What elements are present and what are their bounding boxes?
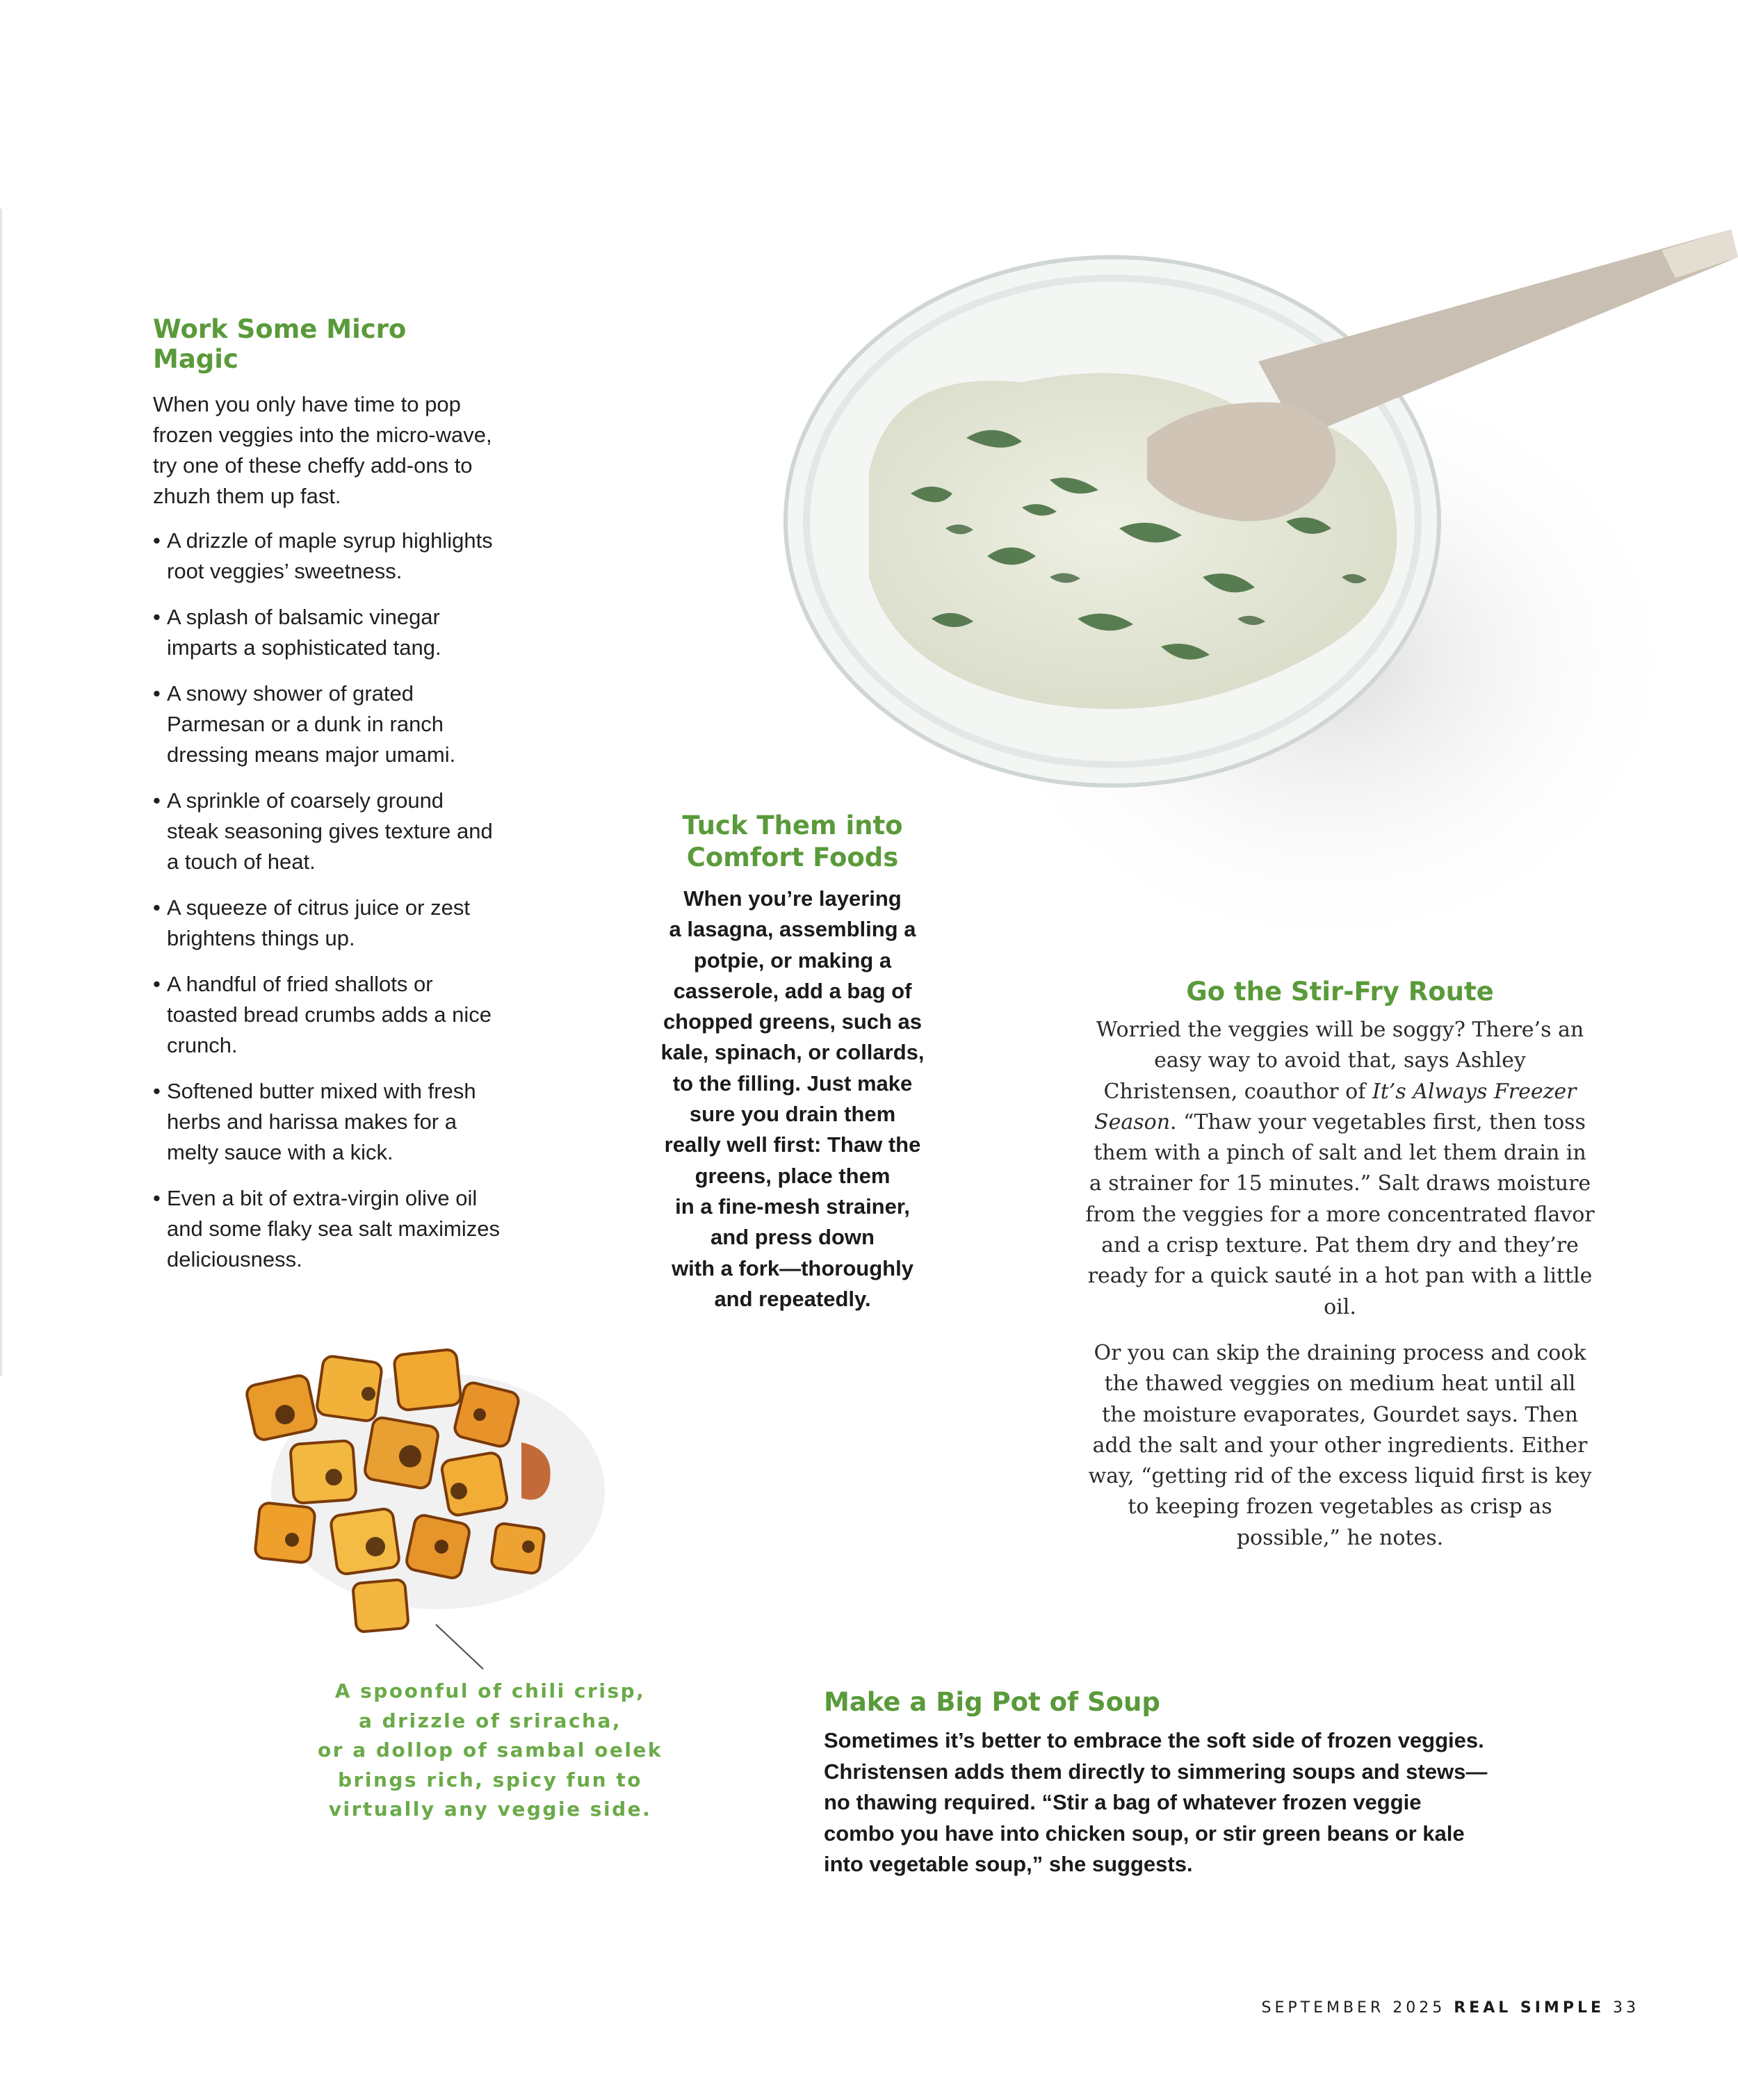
comfort-line: really well first: Thaw the (664, 1132, 921, 1157)
page-footer (1262, 1999, 1640, 2017)
comfort-heading-line: Comfort Foods (686, 843, 899, 872)
comfort-line: casserole, add a bag of (673, 978, 912, 1003)
comfort-heading-line: Tuck Them into (682, 811, 903, 840)
tip-item: • Softened butter mixed with fresh herbs and harissa makes for a melty sauce with a kick. (153, 1076, 501, 1168)
page-number: 33 (1613, 1999, 1639, 2017)
stir-fry-text: Worried the veggies will be soggy? There’s an easy way to avoid that, says Ashley Christensen, coauthor of (1096, 1018, 1584, 1104)
tip-item: • A squeeze of citrus juice or zest brightens things up. (153, 893, 501, 954)
roasted-squash-image (229, 1338, 605, 1658)
caption-line: virtually any veggie side. (328, 1798, 652, 1821)
comfort-foods-heading (647, 810, 939, 874)
caption-leader-line (434, 1623, 490, 1672)
stir-fry-text: . “Thaw your vegetables first, then toss them with a pinch of salt and let them drain in a strainer for 15 minutes.” Salt draws moisture from the veggies for a more concentrated flavor and a crisp texture. Pat them dry and they’re ready for a quick sauté in a hot pan with a little oil. (1085, 1109, 1595, 1319)
tip-item: • A handful of fried shallots or toasted bread crumbs adds a nice crunch. (153, 969, 501, 1061)
micro-magic-heading: Work Some Micro Magic (153, 314, 407, 374)
comfort-foods-section (647, 810, 939, 1314)
soup-heading: Make a Big Pot of Soup (824, 1687, 1160, 1717)
tip-item: • A sprinkle of coarsely ground steak seasoning gives texture and a touch of heat. (153, 786, 501, 877)
comfort-line: When you’re layering (683, 886, 902, 911)
comfort-line: chopped greens, such as (663, 1009, 923, 1034)
stir-fry-paragraph-2: Or you can skip the draining process and cook the thawed veggies on medium heat until all the moisture evaporates, Gourdet says. Then add the salt and your other ingredients. Either way, “getting rid of the excess liquid first is key to keeping frozen vegetables as crisp as possible,” he notes. (1088, 1340, 1592, 1550)
soup-section (824, 1687, 1491, 1902)
tip-item: • Even a bit of extra-virgin olive oil and some flaky sea salt maximizes deliciousness. (153, 1183, 501, 1275)
tip-item: • A drizzle of maple syrup highlights root veggies’ sweetness. (153, 526, 501, 587)
comfort-line: potpie, or making a (693, 947, 892, 972)
stir-fry-paragraph-1 (1085, 1015, 1595, 1323)
page-edge-rule (0, 209, 2, 1376)
tip-item: • A snowy shower of grated Parmesan or a dunk in ranch dressing means major umami. (153, 678, 501, 770)
micro-magic-section (153, 314, 501, 1290)
comfort-line: sure you drain them (689, 1102, 896, 1127)
comfort-line: and repeatedly. (714, 1286, 871, 1311)
book-title: It’s Always Freezer Season (1094, 1079, 1577, 1134)
comfort-line: to the filling. Just make (672, 1071, 913, 1096)
soup-body: Sometimes it’s better to embrace the soft side of frozen veggies. Christensen adds them directly to simmering soups and stews—no thawing required. “Stir a bag of whatever frozen veggie combo you have into chicken soup, or stir green beans or kale into vegetable soup,” she suggests. (824, 1728, 1488, 1876)
stir-fry-heading: Go the Stir-Fry Route (1186, 977, 1494, 1007)
issue-date: SEPTEMBER 2025 (1261, 1999, 1446, 2017)
micro-magic-intro: When you only have time to pop frozen veggies into the micro-wave, try one of these cheffy add-ons to zhuzh them up fast. (153, 392, 492, 508)
comfort-line: in a fine-mesh strainer, (675, 1194, 910, 1219)
caption-line: or a dollop of sambal oelek (317, 1739, 663, 1761)
caption-line: a drizzle of sriracha, (358, 1709, 622, 1732)
comfort-line: a lasagna, assembling a (669, 917, 916, 942)
caption-line: A spoonful of chili crisp, (334, 1679, 646, 1702)
comfort-foods-body (647, 884, 939, 1314)
caption-line: brings rich, spicy fun to (338, 1768, 642, 1791)
tip-item: • A splash of balsamic vinegar imparts a sophisticated tang. (153, 602, 501, 663)
photo-caption (299, 1677, 681, 1825)
stir-fry-section (1085, 977, 1595, 1554)
comfort-line: kale, spinach, or collards, (660, 1040, 925, 1065)
comfort-line: greens, place them (695, 1163, 891, 1188)
comfort-line: and press down (710, 1225, 875, 1250)
micro-magic-tips-list (153, 526, 501, 1275)
magazine-name: REAL SIMPLE (1454, 1999, 1605, 2017)
comfort-line: with a fork—thoroughly (672, 1255, 913, 1280)
